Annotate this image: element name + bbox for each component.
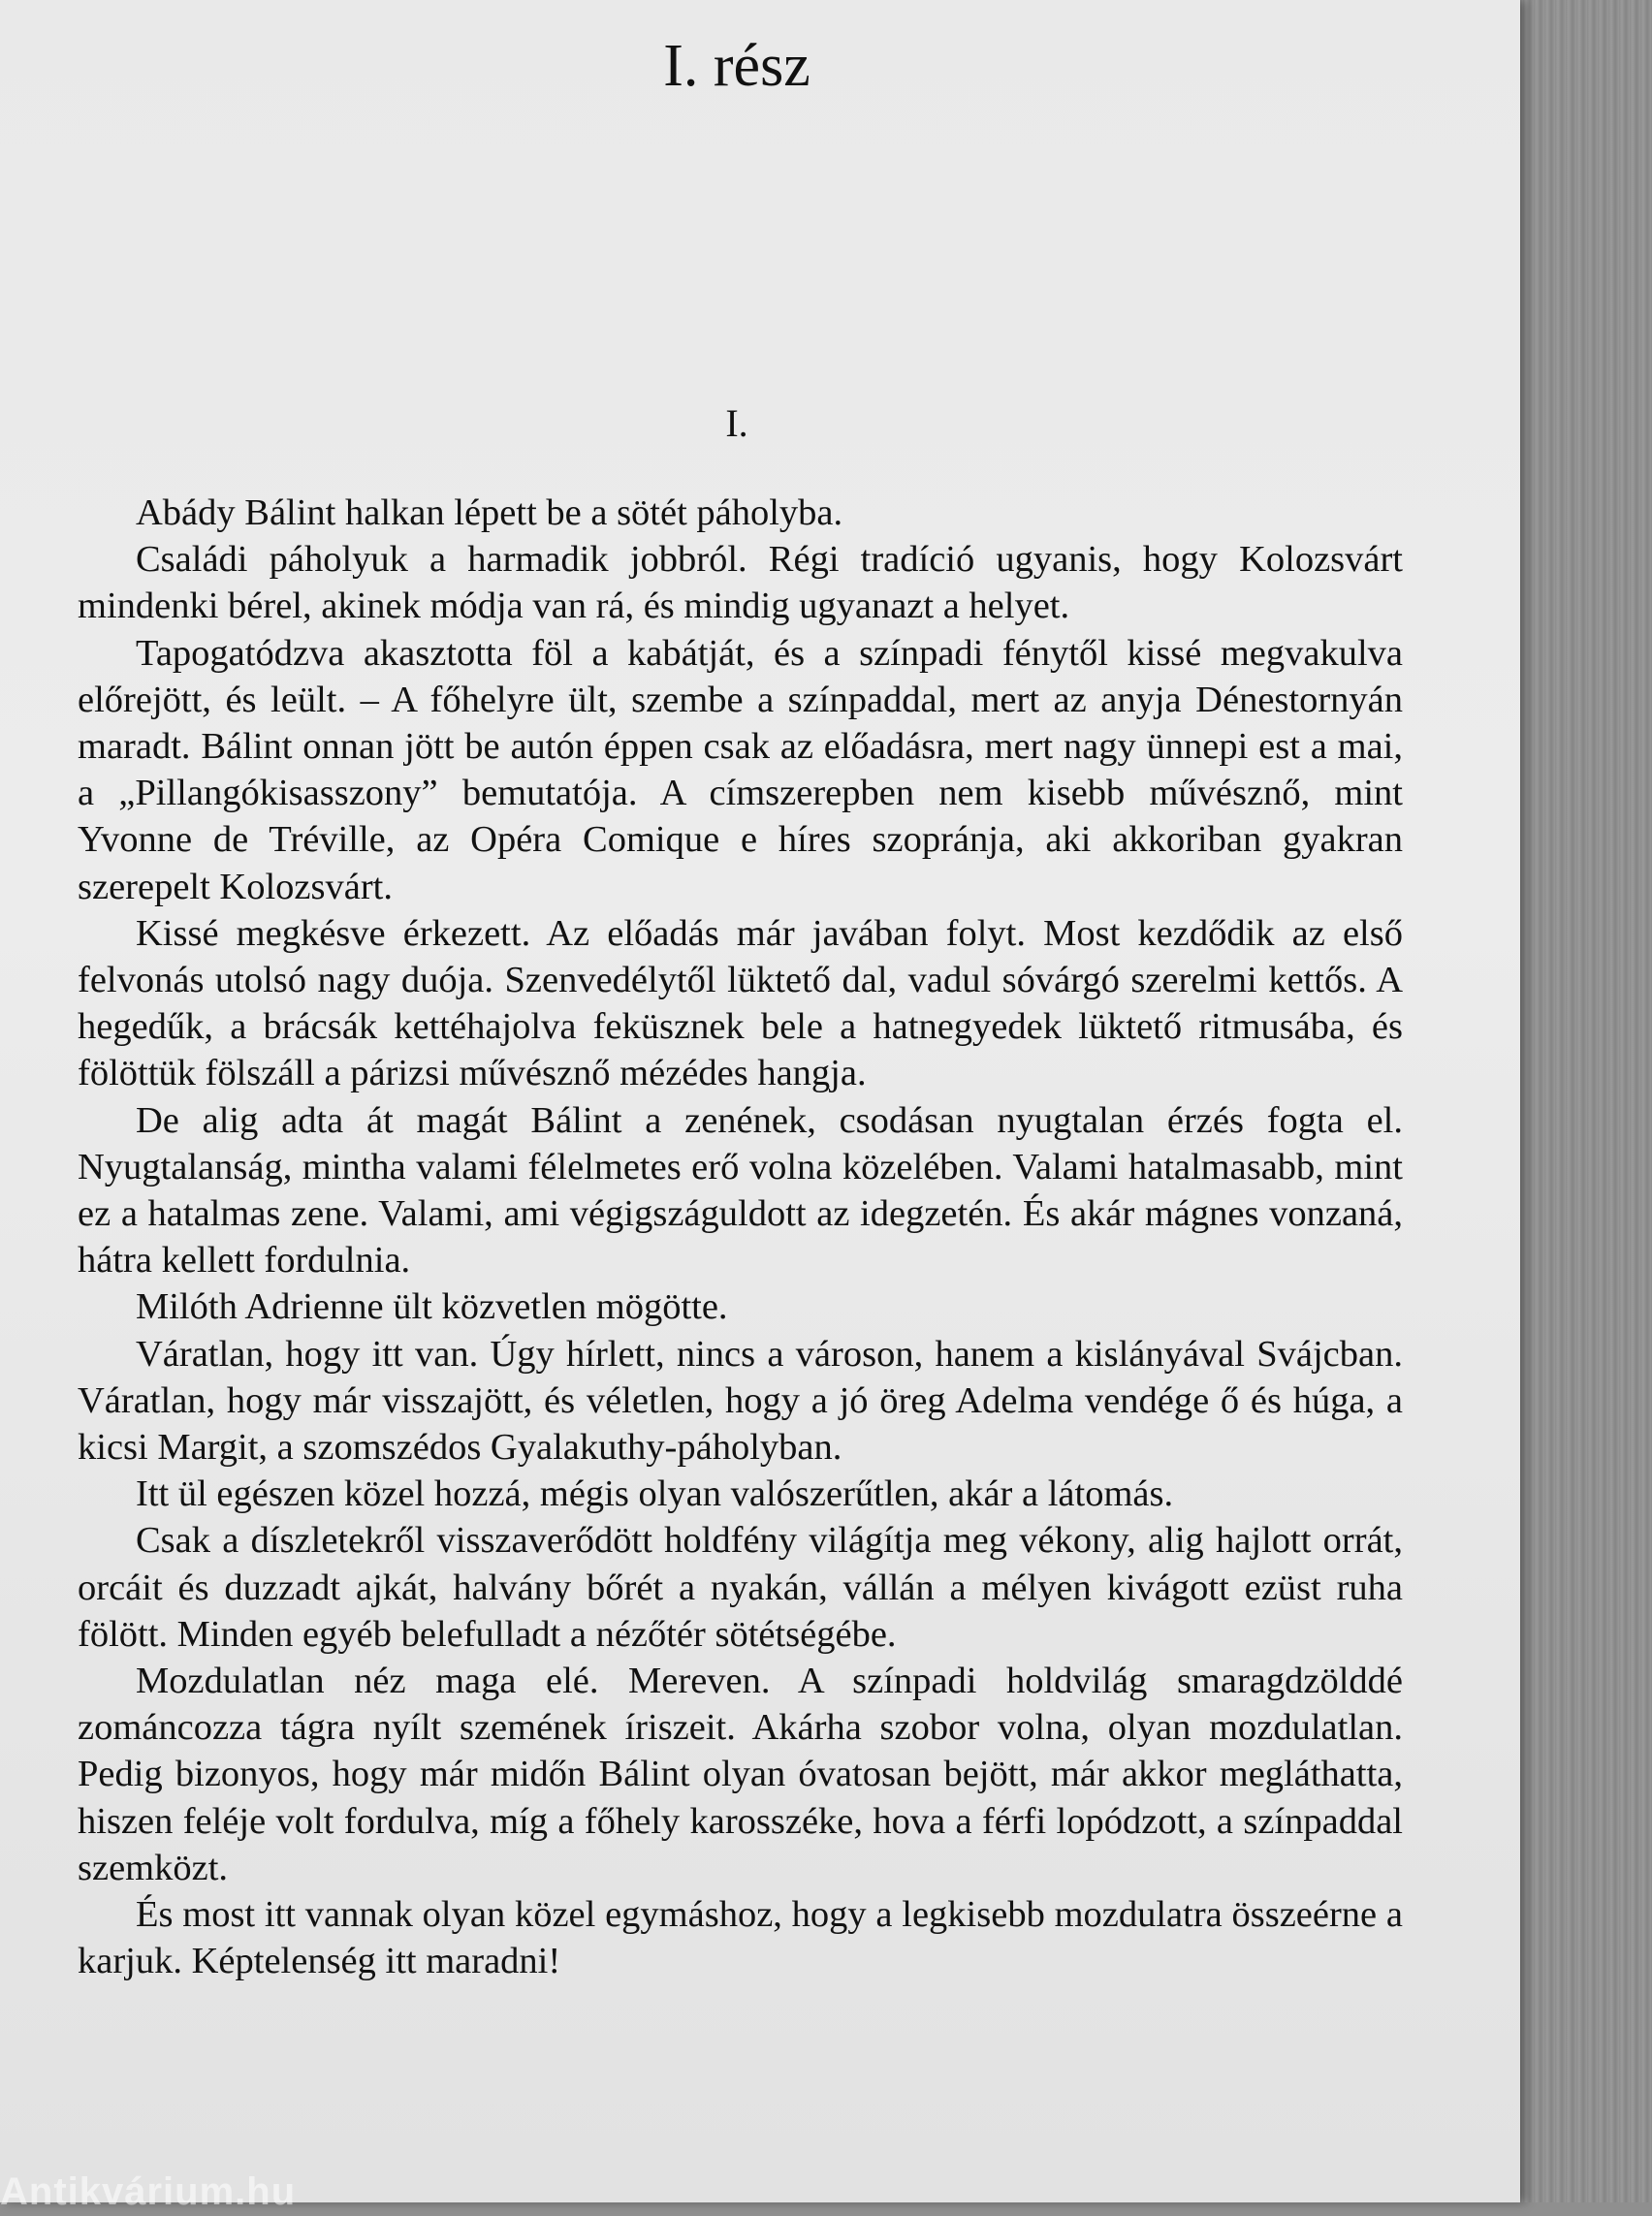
paragraph: Itt ül egészen közel hozzá, mégis olyan valószerűtlen, akár a látomás. — [136, 1473, 1174, 1515]
paragraph: Tapogatódzva akasztotta föl a kabátját, és a színpadi fénytől kissé megvakulva előrejött, és leült. – A főhelyre ült, szembe a színpaddal, mert az anyja Dénestornyán maradt. Bálint onnan jött be autón éppen csak az előadásra, mert nagy ünnepi est a mai, a „Pillangókisasszony” bemutatója. A címszerepben nem kisebb művésznő, mint Yvonne de Tréville, az Opéra Comique e híres szopránja, aki akkoriban gyakran szerepelt Kolozsvárt. — [78, 632, 1403, 907]
paragraph: Abády Bálint halkan lépett be a sötét páholyba. — [136, 492, 843, 533]
paragraph: Mozdulatlan néz maga elé. Mereven. A színpadi holdvilág smaragdzölddé zománcozza tágra nyílt szemének íriszeit. Akárha szobor volna, olyan mozdulatlan. Pedig bizonyos, hogy már midőn Bálint olyan óvatosan bejött, már akkor megláthatta, hiszen feléje volt fordulva, míg a főhely karosszéke, hova a férfi lopódzott, a színpaddal szemközt. — [78, 1661, 1403, 1888]
paragraph: De alig adta át magát Bálint a zenének, csodásan nyugtalan érzés fogta el. Nyugtalanság, mintha valami félelmetes erő volna közelében. Valami hatalmasabb, mint ez a hatalmas zene. Valami, ami végigszáguldott az idegzetén. És akár mágnes vonzaná, hátra kellett fordulnia. — [78, 1099, 1403, 1282]
paragraph: Csak a díszletekről visszaverődött holdfény világítja meg vékony, alig hajlott orrát, orcáit és duzzadt ajkát, halvány bőrét a nyakán, vállán a mélyen kivágott ezüst ruha fölött. Minden egyéb belefulladt a nézőtér sötétségébe. — [78, 1520, 1403, 1655]
chapter-body — [78, 490, 1403, 1985]
paragraph: Kissé megkésve érkezett. Az előadás már javában folyt. Most kezdődik az első felvonás utolsó nagy duója. Szenvedélytől lüktető dal, vadul sóvárgó szerelmi kettős. A hegedűk, a brácsák kettéhajolva feküsznek bele a hatnegyedek lüktető ritmusába, és fölöttük fölszáll a párizsi művésznő mézédes hangja. — [78, 912, 1403, 1094]
paragraph: Családi páholyuk a harmadik jobbról. Régi tradíció ugyanis, hogy Kolozsvárt mindenki bérel, akinek módja van rá, és mindig ugyanazt a helyet. — [78, 539, 1403, 627]
background-surface — [1512, 0, 1652, 2202]
chapter-title: I. — [725, 401, 748, 445]
paragraph: És most itt vannak olyan közel egymáshoz, hogy a legkisebb mozdulatra összeérne a karjuk. Képtelenség itt maradni! — [78, 1894, 1403, 1982]
watermark-text: Antikvárium.hu — [0, 2170, 297, 2213]
paragraph: Milóth Adrienne ült közvetlen mögötte. — [136, 1286, 728, 1328]
part-title: I. rész — [663, 33, 810, 99]
paragraph: Váratlan, hogy itt van. Úgy hírlett, nincs a városon, hanem a kislányával Svájcban. Váratlan, hogy már visszajött, és véletlen, hogy a jó öreg Adelma vendége ő és húga, a kicsi Margit, a szomszédos Gyalakuthy-páholyban. — [78, 1333, 1403, 1469]
